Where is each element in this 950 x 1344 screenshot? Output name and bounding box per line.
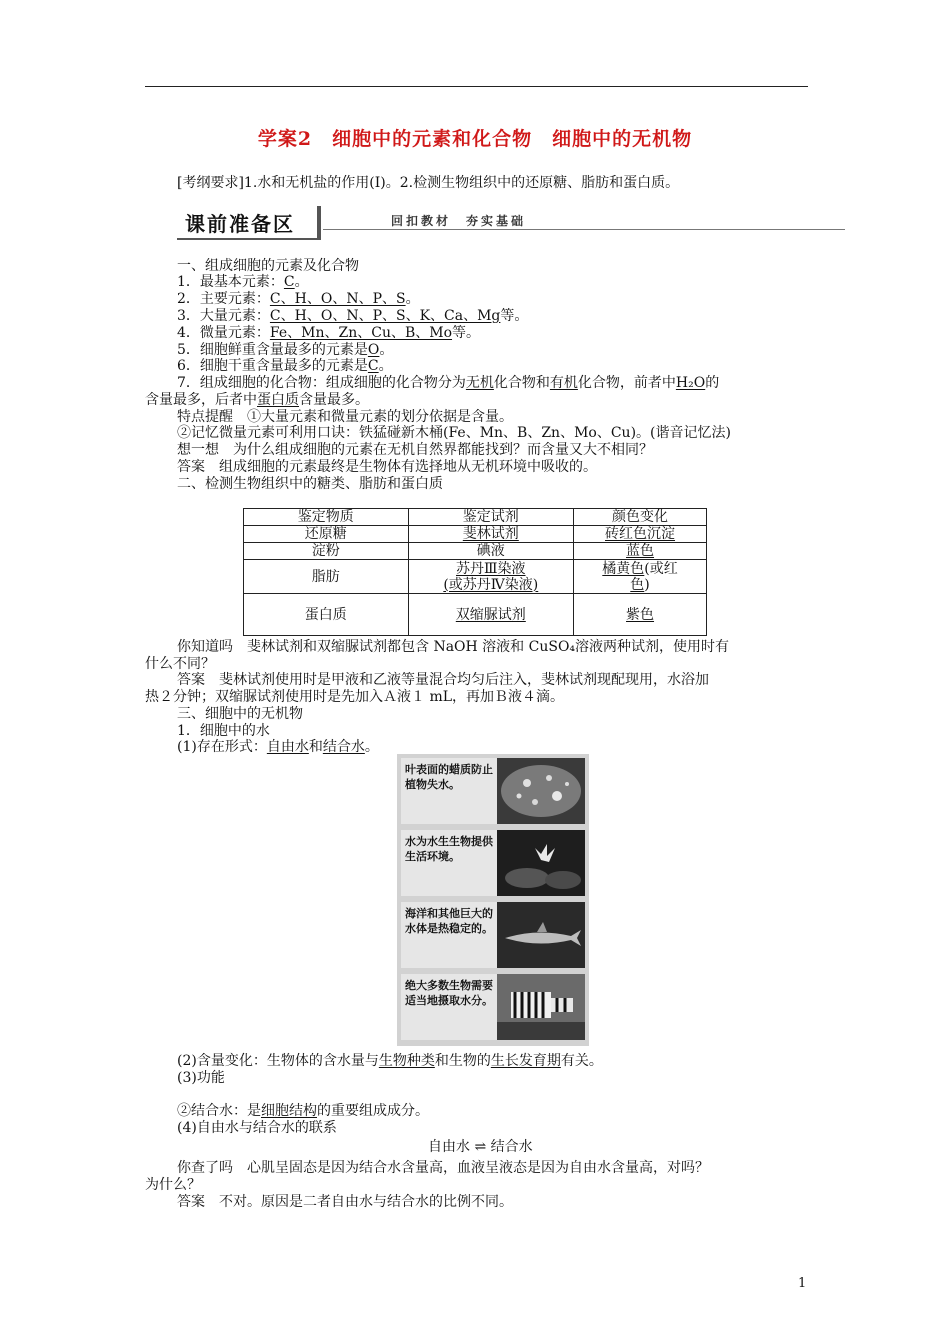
table-header-row (244, 509, 707, 526)
zebras-drinking-image (497, 974, 585, 1040)
table-cell: 蛋白质 (244, 594, 409, 636)
table-cell: 蓝色 (574, 543, 707, 560)
table-header: 鉴定试剂 (408, 509, 574, 526)
s2-ans1: 答案 斐林试剂使用时是甲液和乙液等量混合均匀后注入，斐林试剂现配现用，水浴加 (177, 672, 709, 688)
s1-heading: 一、组成细胞的元素及化合物 (177, 258, 359, 274)
photo-leaf: 叶表面的蜡质防止植物失水。 (401, 758, 585, 824)
table-cell: 双缩脲试剂 (408, 594, 574, 636)
table-header: 颜色变化 (574, 509, 707, 526)
s1-line3: 3．大量元素：C、H、O、N、P、S、K、Ca、Mg等。 (177, 308, 529, 324)
s1-line5: 5．细胞鲜重含量最多的元素是O。 (177, 342, 394, 358)
s1-line6: 6．细胞干重含量最多的元素是C。 (177, 358, 393, 374)
table-cell: 还原糖 (244, 526, 409, 543)
s1-line1: 1．最基本元素：C。 (177, 274, 309, 290)
photo-lotus: 水为水生生物提供生活环境。 (401, 830, 585, 896)
table-cell: 斐林试剂 (408, 526, 574, 543)
s3-sub1: 1．细胞中的水 (177, 723, 270, 739)
table-row (244, 543, 707, 560)
s1-line2: 2．主要元素：C、H、O、N、P、S。 (177, 291, 420, 307)
s3-exist: (1)存在形式：自由水和结合水。 (177, 739, 379, 755)
leaf-water-drops-image (497, 758, 585, 824)
table-cell: 碘液 (408, 543, 574, 560)
banner-title: 课前准备区 (185, 212, 295, 236)
s3-relation: (4)自由水与结合水的联系 (177, 1120, 337, 1136)
s2-know1: 你知道吗 斐林试剂和双缩脲试剂都包含 NaOH 溶液和 CuSO₄溶液两种试剂，使用时有 (177, 639, 730, 655)
banner-box (177, 206, 321, 240)
s3-function: (3)功能 (177, 1070, 225, 1086)
table-cell: 橘黄色(或红 色) (574, 560, 707, 594)
s2-know2: 什么不同？ (145, 656, 215, 672)
table-row (244, 526, 707, 543)
table-cell: 淀粉 (244, 543, 409, 560)
s2-heading: 二、检测生物组织中的糖类、脂肪和蛋白质 (177, 476, 443, 492)
s3-answer: 答案 不对。原因是二者自由水与结合水的比例不同。 (177, 1194, 513, 1210)
s3-heading: 三、细胞中的无机物 (177, 706, 303, 722)
table-row (244, 594, 707, 636)
table-header: 鉴定物质 (244, 509, 409, 526)
s3-check2: 为什么？ (145, 1177, 201, 1193)
table-cell: 苏丹Ⅲ染液 (或苏丹Ⅳ染液) (408, 560, 574, 594)
s3-content-change: (2)含量变化：生物体的含水量与生物种类和生物的生长发育期有关。 (177, 1053, 603, 1069)
page-number: 1 (798, 1276, 807, 1291)
s2-ans2: 热２分钟；双缩脲试剂使用时是先加入Ａ液１ mL，再加Ｂ液４滴。 (145, 689, 565, 705)
water-lily-image (497, 830, 585, 896)
top-rule (145, 86, 808, 87)
s1-answer: 答案 组成细胞的元素最终是生物体有选择地从无机环境中吸收的。 (177, 459, 597, 475)
s1-tip1: 特点提醒 ①大量元素和微量元素的划分依据是含量。 (177, 409, 513, 425)
s3-bound-water: ②结合水：是细胞结构的重要组成成分。 (177, 1103, 429, 1119)
photo-shark: 海洋和其他巨大的水体是热稳定的。 (401, 902, 585, 968)
detection-table (243, 508, 707, 636)
table-cell: 砖红色沉淀 (574, 526, 707, 543)
banner-rule (323, 229, 845, 230)
shark-ocean-image (497, 902, 585, 968)
table-cell: 紫色 (574, 594, 707, 636)
photo-zebra: 绝大多数生物需要适当地摄取水分。 (401, 974, 585, 1040)
s1-line7: 7．组成细胞的化合物：组成细胞的化合物分为无机化合物和有机化合物，前者中H₂O的 (177, 375, 720, 391)
s1-tip2: ②记忆微量元素可利用口诀：铁猛碰新木桶(Fe、Mn、B、Zn、Mo、Cu)。(谐音记忆法) (177, 425, 731, 441)
s1-line4: 4．微量元素：Fe、Mn、Zn、Cu、B、Mo等。 (177, 325, 481, 341)
section-banner (177, 206, 845, 240)
water-conversion-formula: 自由水 ⇌ 结合水 (428, 1139, 533, 1155)
table-cell: 脂肪 (244, 560, 409, 594)
banner-subtitle: 回扣教材 夯实基础 (391, 214, 527, 228)
table-row (244, 560, 707, 594)
s3-check1: 你查了吗 心肌呈固态是因为结合水含量高，血液呈液态是因为自由水含量高，对吗？ (177, 1160, 709, 1176)
water-photo-panel (397, 754, 589, 1046)
s1-line8: 含量最多，后者中蛋白质含量最多。 (145, 392, 369, 408)
page-title: 学案2 细胞中的元素和化合物 细胞中的无机物 (257, 128, 693, 150)
exam-requirement: [考纲要求]1.水和无机盐的作用(Ⅰ)。2.检测生物组织中的还原糖、脂肪和蛋白质。 (177, 175, 680, 191)
s1-think: 想一想 为什么组成细胞的元素在无机自然界都能找到？而含量又大不相同？ (177, 442, 653, 458)
